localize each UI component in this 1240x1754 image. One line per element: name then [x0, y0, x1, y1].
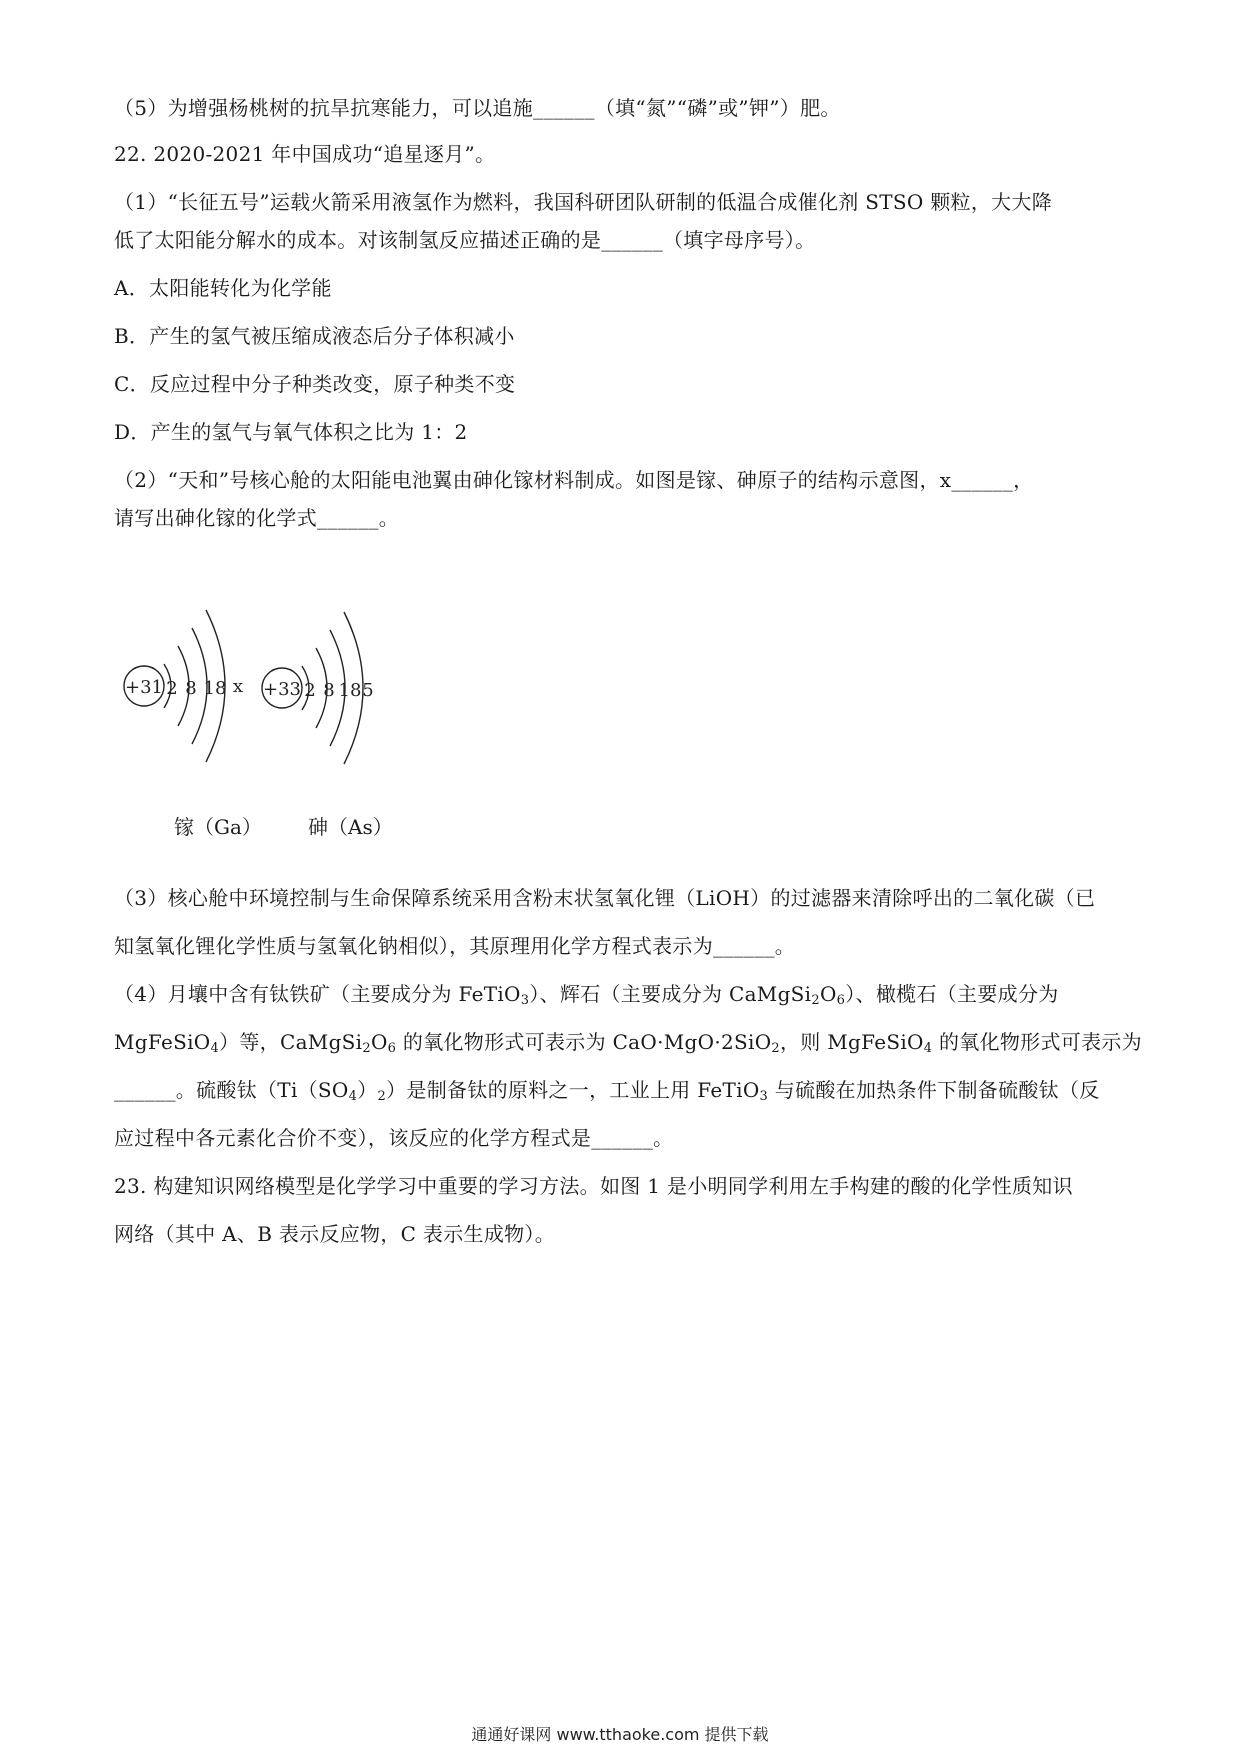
q22-option-d: D．产生的氢气与氧气体积之比为 1：2 [114, 420, 468, 444]
ga-label: 镓（Ga） [174, 815, 262, 839]
q22-part4-line4: 应过程中各元素化合价不变），该反应的化学方程式是______。 [114, 1126, 674, 1150]
q23-line1: 23. 构建知识网络模型是化学学习中重要的学习方法。如图 1 是小明同学利用左手构建的酸的化学性质知识 [114, 1174, 1073, 1198]
q22-part4-line3: ______。硫酸钛$(Ti(SO_4)_2)$是制备钛的原料之一，工业上用 FeTiO$_3$ 与硫酸在加热条件下制备硫酸钛（反 [114, 1078, 1100, 1104]
q22-part2-line1: （2）“天和”号核心舱的太阳能电池翼由砷化镓材料制成。如图是镓、砷原子的结构示意图，x______， [114, 468, 1034, 492]
q22-option-c: C．反应过程中分子种类改变，原子种类不变 [114, 372, 516, 396]
q22-part3-line2: 知氢氧化锂化学性质与氢氧化钠相似），其原理用化学方程式表示为______。 [114, 934, 796, 958]
q22-part3-line1: （3）核心舱中环境控制与生命保障系统采用含粉末状氢氧化锂（LiOH）的过滤器来清除呼出的二氧化碳（已 [114, 886, 1096, 910]
q22-option-a: A．太阳能转化为化学能 [114, 276, 332, 300]
ga-shell-3-count: 18 [203, 678, 227, 699]
q21-part5: （5）为增强杨桃树的抗旱抗寒能力，可以追施______（填“氮”“磷”或”钾”）肥。 [114, 96, 841, 120]
as-nucleus-text: +33 [263, 679, 301, 700]
ga-shell-1-count: 2 [166, 678, 178, 699]
as-shell-4-count: 5 [362, 680, 374, 701]
ga-shell-4-count: x [232, 676, 244, 697]
as-shell-3-count: 18 [338, 680, 362, 701]
q22-part1-line2: 低了太阳能分解水的成本。对该制氢反应描述正确的是______（填字母序号）。 [114, 228, 816, 252]
as-atom [262, 612, 374, 764]
ga-atom [124, 610, 243, 762]
atom-structure-svg [112, 596, 422, 846]
q22-part4-line2: MgFeSiO$_4$）等，$CaMgSi_2O_6$ 的氧化物形式可表示为 CaO·MgO·2SiO$_2$，则 MgFeSiO$_4$ 的氧化物形式可表示为 [114, 1030, 1142, 1056]
as-label: 砷（As） [308, 815, 393, 839]
ga-shell-2-count: 8 [185, 678, 197, 699]
q22-title: 22. 2020-2021 年中国成功“追星逐月”。 [114, 142, 496, 166]
page-footer: 通通好课网 www.tthaoke.com 提供下载 [471, 1725, 769, 1744]
atom-structure-diagram [112, 596, 422, 846]
q22-part1-line1: （1）“长征五号”运载火箭采用液氢作为燃料，我国科研团队研制的低温合成催化剂 STSO 颗粒，大大降 [114, 190, 1053, 214]
as-shell-2-count: 8 [323, 680, 335, 701]
q23-line2: 网络（其中 A、B 表示反应物，C 表示生成物）。 [114, 1222, 556, 1246]
as-shell-1-count: 2 [304, 680, 316, 701]
q22-part2-line2: 请写出砷化镓的化学式______。 [114, 506, 400, 530]
ga-nucleus-text: +31 [125, 677, 163, 698]
q22-option-b: B．产生的氢气被压缩成液态后分子体积减小 [114, 324, 515, 348]
q22-part4-line1: （4）月壤中含有钛铁矿（主要成分为 FeTiO$_3$）、辉石（主要成分为 $CaMgSi_2O_6$）、橄榄石（主要成分为 [114, 982, 1059, 1008]
